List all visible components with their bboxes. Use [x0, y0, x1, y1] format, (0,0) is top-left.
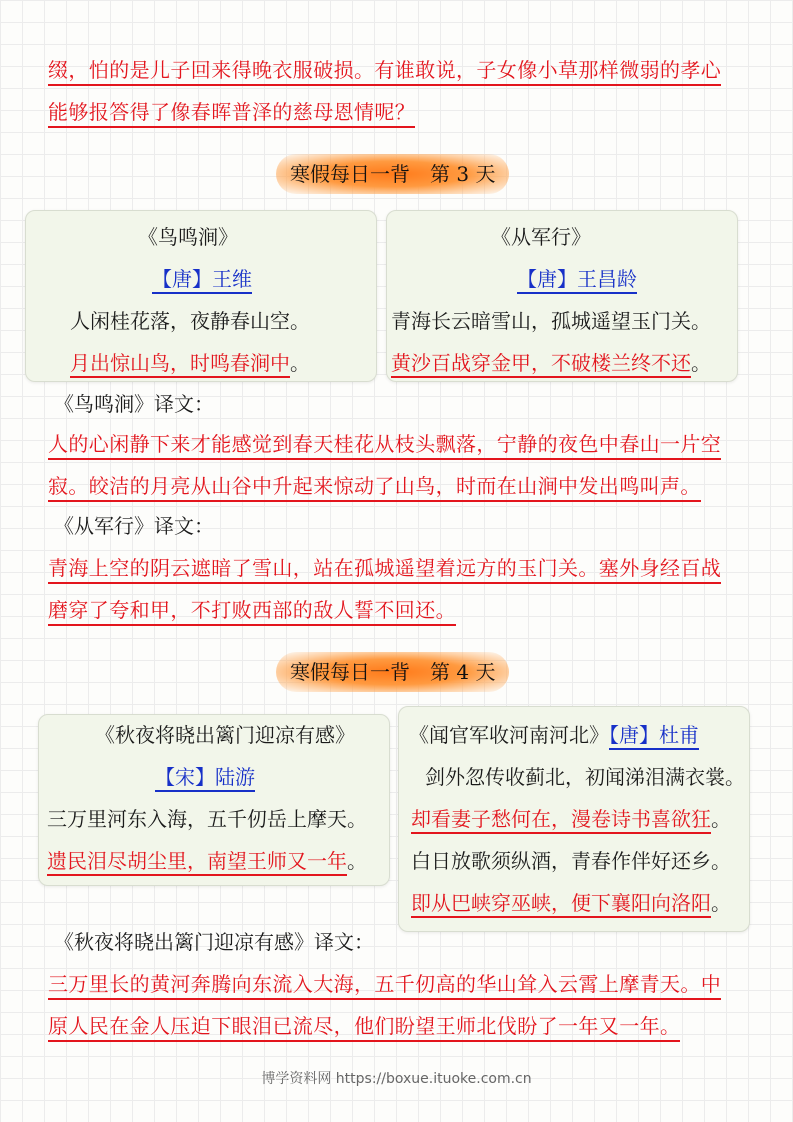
day4-banner: 寒假每日一背 第 4 天 [276, 652, 509, 692]
translation-line: 三万里长的黄河奔腾向东流入大海，五千仞高的华山耸入云霄上摩青天。中 [48, 970, 721, 998]
poem-line-1: 青海长云暗雪山，孤城遥望玉门关。 [391, 309, 711, 333]
poem-line-1: 剑外忽传收蓟北，初闻涕泪满衣裳。 [425, 765, 745, 789]
poem-title: 《鸟鸣涧》 [138, 225, 238, 249]
poem-author: 【唐】王维 [152, 265, 252, 293]
intro-line-1: 缀，怕的是儿子回来得晚衣服破损。有谁敢说，子女像小草那样微弱的孝心 [48, 56, 721, 84]
intro-line-2: 能够报答得了像春晖普泽的慈母恩情呢？ [48, 98, 415, 126]
poem-author: 【宋】陆游 [155, 763, 255, 791]
footer-watermark: 博学资料网 https://boxue.ituoke.com.cn [261, 1071, 532, 1087]
poem-card-congjunxing [386, 210, 738, 382]
poem-line-2: 遗民泪尽胡尘里，南望王师又一年。 [47, 847, 367, 875]
poem-author: 【唐】王昌龄 [517, 265, 637, 293]
translation-label: 《秋夜将晓出篱门迎凉有感》译文： [54, 930, 374, 954]
translation-line: 人的心闲静下来才能感觉到春天桂花从枝头飘落，宁静的夜色中春山一片空 [48, 430, 721, 458]
poem-title: 《秋夜将晓出篱门迎凉有感》 [95, 723, 355, 747]
poem-line-1: 三万里河东入海，五千仞岳上摩天。 [47, 807, 367, 831]
poem-card-wenguanjun [398, 706, 750, 932]
poem-title: 《从军行》 [491, 225, 591, 249]
poem-line-2: 却看妻子愁何在，漫卷诗书喜欲狂。 [411, 805, 731, 833]
translation-label: 《鸟鸣涧》译文： [54, 392, 214, 416]
poem-title-author: 《闻官军收河南河北》【唐】杜甫 [409, 721, 699, 749]
poem-line-1: 人闲桂花落，夜静春山空。 [70, 309, 310, 333]
poem-line-2: 黄沙百战穿金甲，不破楼兰终不还。 [391, 349, 711, 377]
day3-banner: 寒假每日一背 第 3 天 [276, 154, 509, 194]
translation-label: 《从军行》译文： [54, 514, 214, 538]
poem-card-qiuye [38, 714, 390, 886]
poem-line-2: 月出惊山鸟，时鸣春涧中。 [70, 349, 310, 377]
poem-line-3: 白日放歌须纵酒，青春作伴好还乡。 [411, 849, 731, 873]
translation-line: 原人民在金人压迫下眼泪已流尽，他们盼望王师北伐盼了一年又一年。 [48, 1012, 680, 1040]
translation-line: 青海上空的阴云遮暗了雪山，站在孤城遥望着远方的玉门关。塞外身经百战 [48, 554, 721, 582]
translation-line: 寂。皎洁的月亮从山谷中升起来惊动了山鸟，时而在山涧中发出鸣叫声。 [48, 472, 701, 500]
poem-card-niaomingjian [25, 210, 377, 382]
translation-line: 磨穿了夸和甲，不打败西部的敌人誓不回还。 [48, 596, 456, 624]
poem-line-4: 即从巴峡穿巫峡，便下襄阳向洛阳。 [411, 889, 731, 917]
